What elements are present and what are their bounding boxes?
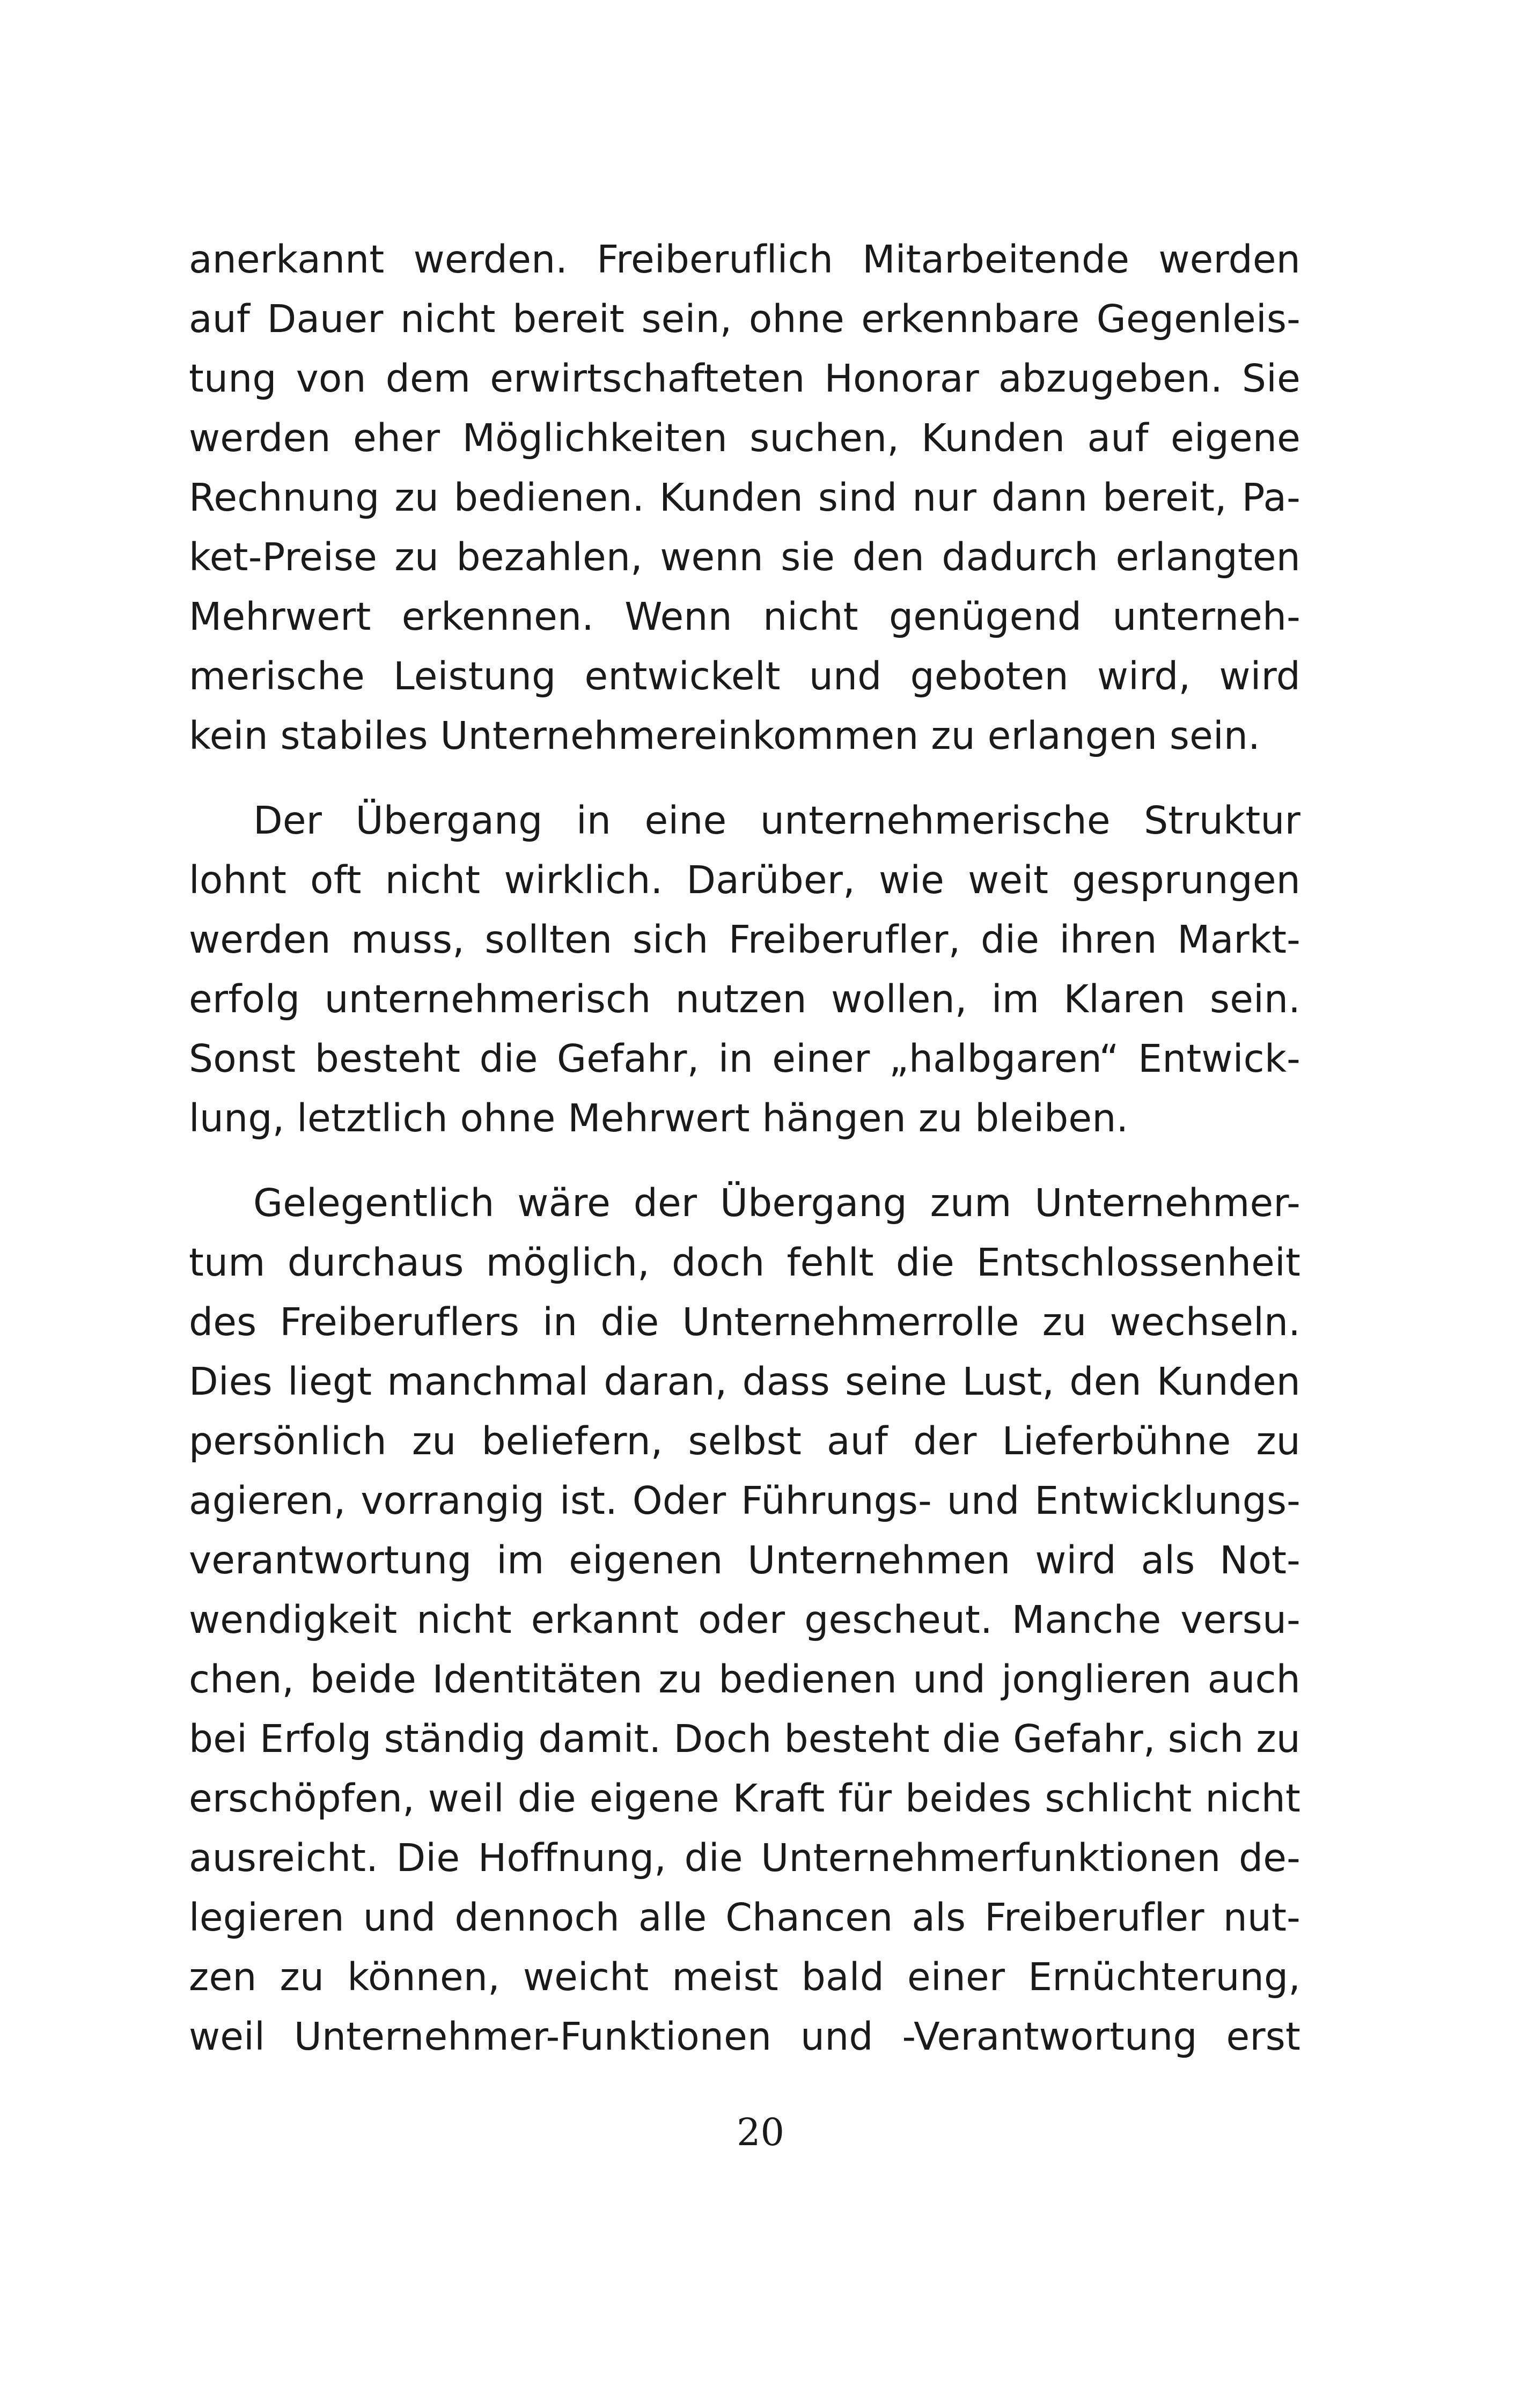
- text-line: wendigkeit nicht erkannt oder gescheut. Manche versu-: [189, 1597, 1300, 1642]
- text-line: chen, beide Identitäten zu bedienen und jonglieren auch: [189, 1657, 1300, 1702]
- paragraph-gap: [189, 765, 1300, 791]
- body-text: [189, 230, 1300, 2066]
- text-line: auf Dauer nicht bereit sein, ohne erkennbare Gegenleis-: [189, 297, 1300, 341]
- text-line: Dies liegt manchmal daran, dass seine Lust, den Kunden: [189, 1359, 1300, 1404]
- text-line: legieren und dennoch alle Chancen als Freiberufler nut-: [189, 1895, 1300, 1940]
- text-line: persönlich zu beliefern, selbst auf der Lieferbühne zu: [189, 1419, 1300, 1463]
- text-line: ausreicht. Die Hoffnung, die Unternehmerfunktionen de-: [189, 1836, 1300, 1880]
- text-line: merische Leistung entwickelt und geboten wird, wird: [189, 654, 1300, 698]
- text-line: erschöpfen, weil die eigene Kraft für beides schlicht nicht: [189, 1776, 1300, 1821]
- text-line: des Freiberuflers in die Unternehmerrolle zu wechseln.: [189, 1300, 1300, 1344]
- text-line: tung von dem erwirtschafteten Honorar abzugeben. Sie: [189, 356, 1300, 401]
- text-line: werden muss, sollten sich Freiberufler, die ihren Markt-: [189, 917, 1300, 962]
- paragraph-2: [189, 791, 1300, 1148]
- text-line: ket-Preise zu bezahlen, wenn sie den dadurch erlangten: [189, 535, 1300, 579]
- text-line: bei Erfolg ständig damit. Doch besteht die Gefahr, sich zu: [189, 1717, 1300, 1761]
- paragraph-1: [189, 230, 1300, 765]
- text-line: Rechnung zu bedienen. Kunden sind nur dann bereit, Pa-: [189, 475, 1300, 520]
- text-line: agieren, vorrangig ist. Oder Führungs- und Entwicklungs-: [189, 1478, 1300, 1523]
- text-line: lung, letztlich ohne Mehrwert hängen zu bleiben.: [189, 1096, 1129, 1140]
- text-line: weil Unternehmer-Funktionen und -Verantwortung erst: [189, 2014, 1300, 2059]
- paragraph-gap: [189, 1148, 1300, 1173]
- text-line: tum durchaus möglich, doch fehlt die Entschlossenheit: [189, 1240, 1300, 1285]
- text-line: anerkannt werden. Freiberuflich Mitarbeitende werden: [189, 237, 1300, 282]
- text-line: verantwortung im eigenen Unternehmen wird als Not-: [189, 1538, 1300, 1582]
- paragraph-3: [189, 1173, 1300, 2066]
- page-number: 20: [736, 2110, 785, 2154]
- text-line: zen zu können, weicht meist bald einer Ernüchterung,: [189, 1955, 1300, 1999]
- text-line: Der Übergang in eine unternehmerische Struktur: [253, 798, 1300, 843]
- text-line: Sonst besteht die Gefahr, in einer „halbgaren“ Entwick-: [189, 1036, 1300, 1081]
- text-line: erfolg unternehmerisch nutzen wollen, im Klaren sein.: [189, 977, 1300, 1021]
- text-line: lohnt oft nicht wirklich. Darüber, wie weit gesprungen: [189, 858, 1300, 902]
- text-line: Mehrwert erkennen. Wenn nicht genügend unterneh-: [189, 594, 1300, 639]
- text-line: Gelegentlich wäre der Übergang zum Unternehmer-: [253, 1181, 1300, 1225]
- text-line: kein stabiles Unternehmereinkommen zu erlangen sein.: [189, 713, 1260, 758]
- text-line: werden eher Möglichkeiten suchen, Kunden auf eigene: [189, 416, 1300, 460]
